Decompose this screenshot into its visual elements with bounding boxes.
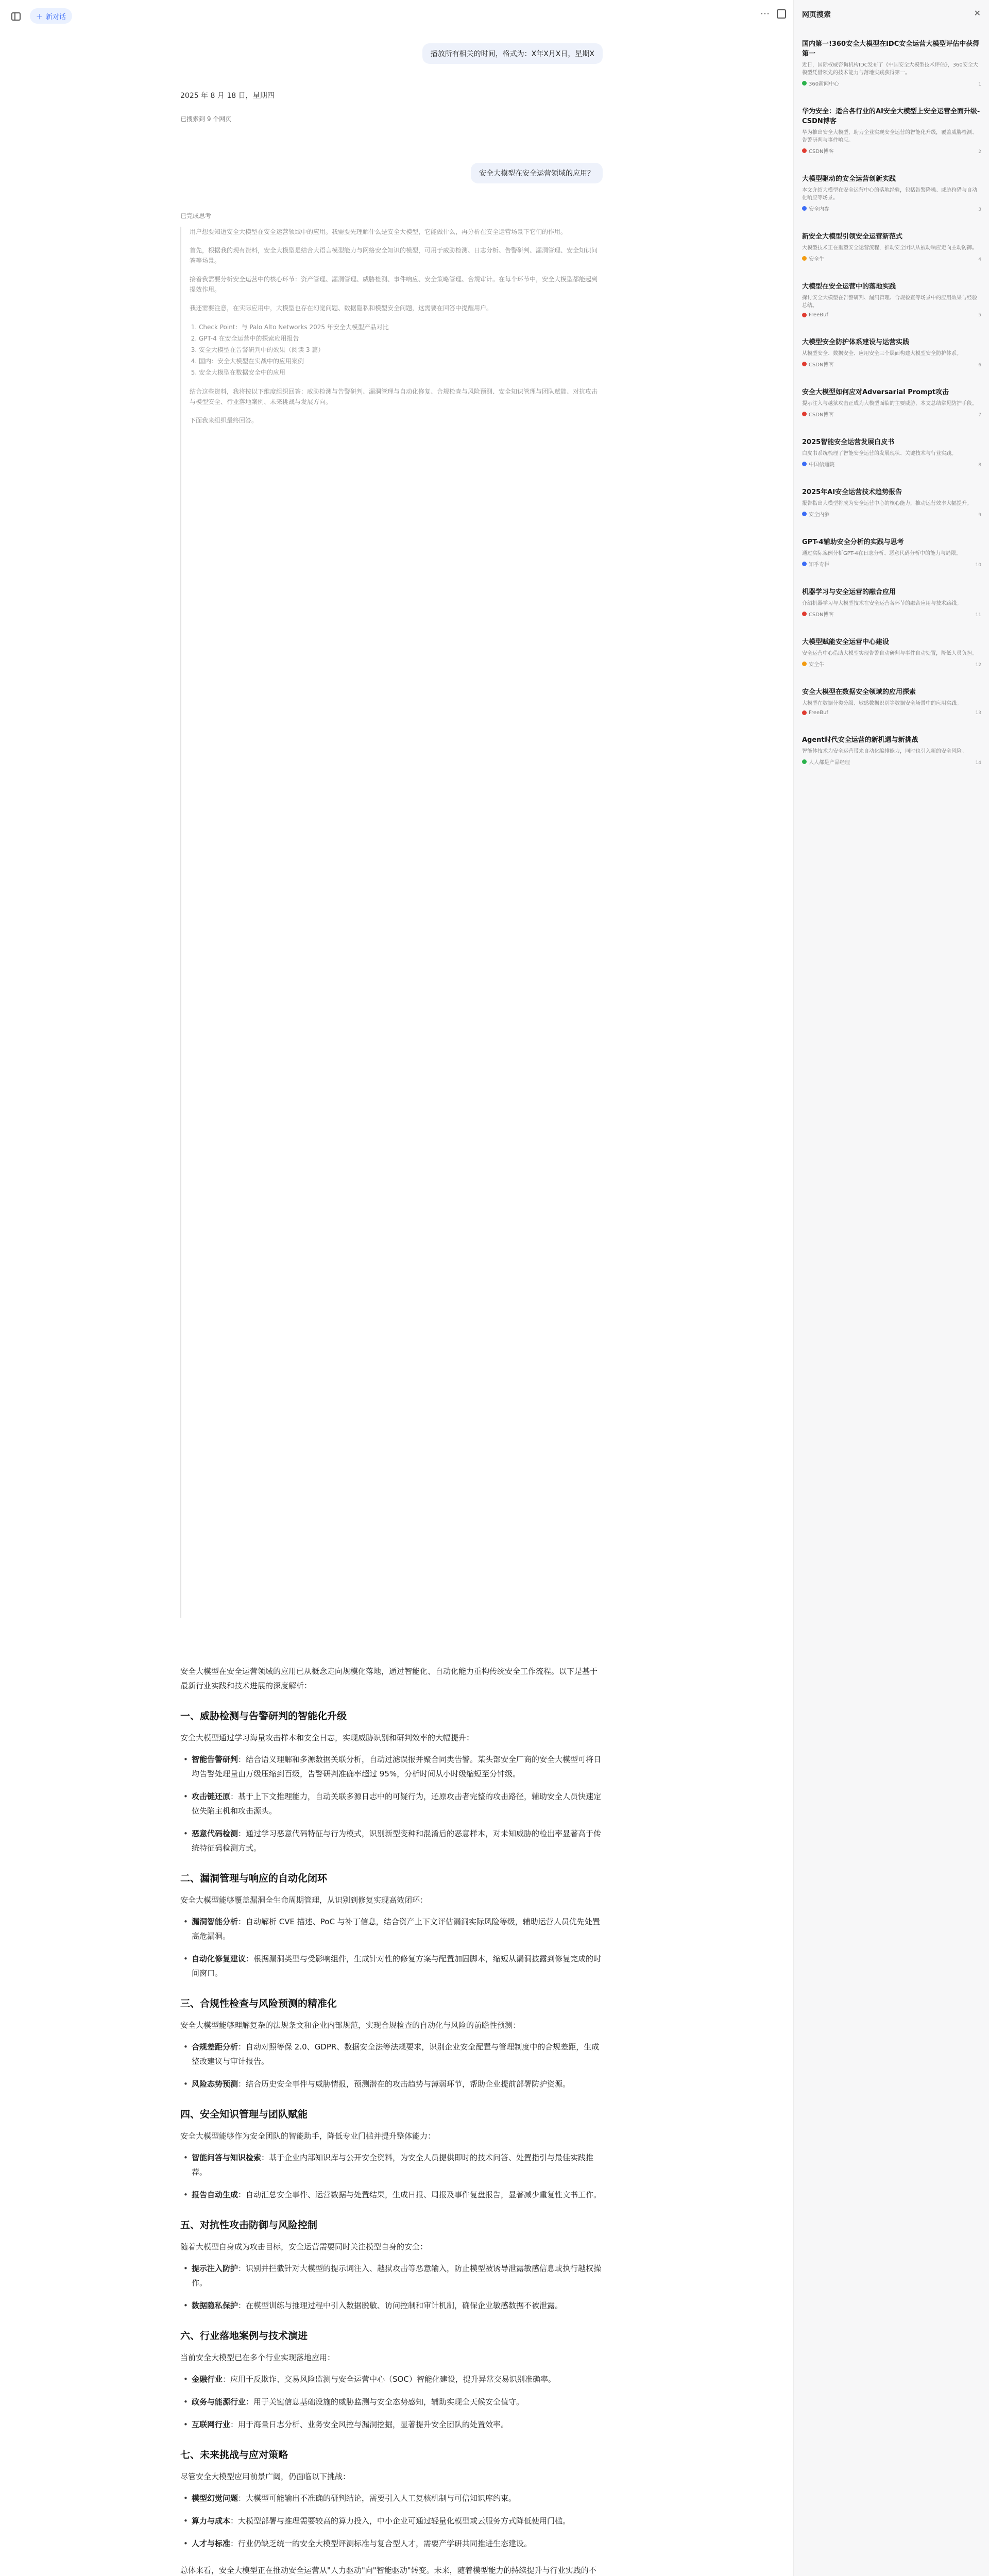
- result-source-name: 人人都是产品经理: [809, 760, 850, 766]
- thinking-paragraph: 结合这些资料，我将按以下维度组织回答：威胁检测与告警研判、漏洞管理与自动化修复、合规检查与风险预测、安全知识管理与团队赋能、对抗攻击与模型安全、行业落地案例、未来挑战与发展方向。: [190, 388, 598, 405]
- result-snippet: 提示注入与越狱攻击正成为大模型面临的主要威胁，本文总结常见防护手段。: [802, 401, 977, 406]
- result-source: [802, 758, 981, 766]
- section-list: [180, 2261, 603, 2313]
- result-source-name: 安全内参: [809, 512, 829, 518]
- thinking-source-list: [190, 321, 598, 378]
- thinking-source-item: 3. 安全大模型在告警研判中的效果（阅读 3 篇）: [199, 344, 598, 355]
- result-source: [802, 660, 981, 668]
- search-result-item[interactable]: [802, 107, 981, 155]
- new-chat-button[interactable]: [30, 8, 72, 24]
- thinking-paragraph: 首先，根据我的现有资料，安全大模型是结合大语言模型能力与网络安全知识的模型，可用于威胁检测、日志分析、告警研判、漏洞管理、安全知识问答等场景。: [190, 247, 598, 264]
- result-title[interactable]: 华为安全：适合各行业的AI安全大模型上安全运营全面升级-CSDN博客: [802, 108, 980, 125]
- result-snippet: 通过实际案例分析GPT-4在日志分析、恶意代码分析中的能力与局限。: [802, 551, 961, 556]
- source-favicon-icon: [802, 256, 807, 261]
- source-favicon-icon: [802, 313, 807, 317]
- list-item: [180, 1752, 603, 1781]
- list-item-title: 报告自动生成: [192, 2190, 238, 2199]
- list-item-title: 算力与成本: [192, 2516, 231, 2526]
- result-title[interactable]: 国内第一!360安全大模型在IDC安全运营大模型评估中获得第一: [802, 40, 980, 58]
- list-item-text: ：大模型可能输出不准确的研判结论，需要引入人工复核机制与可信知识库约束。: [238, 2494, 517, 2503]
- result-source-name: FreeBuf: [809, 312, 828, 318]
- result-index: 10: [975, 563, 981, 568]
- result-title[interactable]: 2025智能安全运营发展白皮书: [802, 438, 895, 446]
- section-heading: 四、安全知识管理与团队赋能: [180, 2109, 308, 2120]
- result-index: 7: [978, 413, 981, 418]
- result-index: 6: [978, 363, 981, 368]
- list-item: [180, 2188, 603, 2202]
- result-title[interactable]: 机器学习与安全运营的融合应用: [802, 588, 896, 596]
- list-item: [180, 2150, 603, 2179]
- plus-icon: ＋: [36, 13, 43, 21]
- section-intro: 安全大模型能够理解复杂的法规条文和企业内部规范，实现合规检查的自动化与风险的前瞻性预测：: [180, 2021, 521, 2030]
- result-snippet: 报告指出大模型将成为安全运营中心的核心能力，推动运营效率大幅提升。: [802, 501, 972, 506]
- search-result-item[interactable]: [802, 174, 981, 212]
- more-icon[interactable]: ⋯: [760, 8, 770, 19]
- section-heading: 五、对抗性攻击防御与风险控制: [180, 2219, 318, 2231]
- thinking-source-item: 2. GPT-4 在安全运营中的探索应用报告: [199, 333, 598, 344]
- thinking-paragraph: 下面我来组织最终回答。: [190, 417, 258, 424]
- list-item: [180, 2077, 603, 2091]
- source-favicon-icon: [802, 462, 807, 466]
- list-item-title: 合规差距分析: [192, 2042, 238, 2052]
- result-snippet: 大模型在数据分类分级、敏感数据识别等数据安全场景中的应用实践。: [802, 701, 962, 706]
- section-list: [180, 2040, 603, 2091]
- result-source-name: CSDN博客: [809, 362, 834, 368]
- assistant-answer: [180, 1664, 603, 2576]
- result-index: 13: [975, 710, 981, 716]
- list-item: [180, 2417, 603, 2432]
- list-item-text: ：通过学习恶意代码特征与行为模式，识别新型变种和混淆后的恶意样本，对未知威胁的检出率显著高于传统特征码检测方式。: [192, 1829, 602, 1853]
- list-item-title: 智能告警研判: [192, 1755, 238, 1764]
- source-favicon-icon: [802, 710, 807, 715]
- source-favicon-icon: [802, 759, 807, 764]
- list-item-title: 恶意代码检测: [192, 1829, 238, 1838]
- result-source: [802, 610, 981, 618]
- list-item-title: 提示注入防护: [192, 2264, 238, 2273]
- search-result-item[interactable]: [802, 487, 981, 518]
- result-title[interactable]: 大模型赋能安全运营中心建设: [802, 638, 890, 646]
- section-heading: 二、漏洞管理与响应的自动化闭环: [180, 1873, 328, 1884]
- source-favicon-icon: [802, 512, 807, 516]
- list-item: [180, 2298, 603, 2313]
- section-heading: 三、合规性检查与风险预测的精准化: [180, 1998, 337, 2009]
- list-item: [180, 1826, 603, 1855]
- section-intro: 尽管安全大模型应用前景广阔，仍面临以下挑战：: [180, 2472, 351, 2481]
- section-list: [180, 1914, 603, 1980]
- section-intro: 安全大模型能够覆盖漏洞全生命周期管理，从识别到修复实现高效闭环：: [180, 1895, 428, 1905]
- list-item-text: ：行业仍缺乏统一的安全大模型评测标准与复合型人才，需要产学研共同推进生态建设。: [230, 2539, 532, 2548]
- source-favicon-icon: [802, 412, 807, 416]
- list-item-title: 智能问答与知识检索: [192, 2153, 262, 2162]
- sidebar-toggle-icon[interactable]: [11, 12, 21, 21]
- panel-title: 网页搜索: [802, 11, 831, 19]
- result-source-name: 中国信通院: [809, 462, 834, 468]
- result-title[interactable]: GPT-4辅助安全分析的实践与思考: [802, 538, 904, 546]
- result-source-name: CSDN博客: [809, 149, 834, 155]
- section-list: [180, 1752, 603, 1855]
- list-item-title: 自动化修复建议: [192, 1954, 246, 1963]
- result-source-name: 安全牛: [809, 662, 824, 668]
- new-chat-label: 新对话: [46, 13, 66, 21]
- list-item-text: ：自动解析 CVE 描述、PoC 与补丁信息，结合资产上下文评估漏洞实际风险等级，辅助运营人员优先处置高危漏洞。: [192, 1917, 600, 1941]
- result-source-name: 360新闻中心: [809, 81, 840, 87]
- result-snippet: 华为推出安全大模型，助力企业实现安全运营的智能化升级，覆盖威胁检测、告警研判与事件响应。: [802, 130, 977, 143]
- result-title[interactable]: 大模型在安全运营中的落地实践: [802, 283, 896, 291]
- result-title[interactable]: 大模型驱动的安全运营创新实践: [802, 175, 896, 183]
- result-snippet: 介绍机器学习与大模型技术在安全运营各环节的融合应用与技术路线。: [802, 601, 962, 606]
- section-list: [180, 2491, 603, 2551]
- result-title[interactable]: 2025年AI安全运营技术趋势报告: [802, 488, 902, 496]
- source-favicon-icon: [802, 206, 807, 211]
- list-item: [180, 2040, 603, 2069]
- list-item: [180, 1789, 603, 1818]
- section-intro: 安全大模型通过学习海量攻击样本和安全日志，实现威胁识别和研判效率的大幅提升：: [180, 1733, 474, 1742]
- thinking-paragraph: 我还需要注意，在实际应用中，大模型也存在幻觉问题、数据隐私和模型安全问题，这需要在回答中提醒用户。: [190, 304, 493, 312]
- search-result-item[interactable]: [802, 437, 981, 468]
- result-title[interactable]: 安全大模型在数据安全领域的应用探索: [802, 688, 916, 696]
- list-item: [180, 2261, 603, 2290]
- result-title[interactable]: 安全大模型如何应对Adversarial Prompt攻击: [802, 388, 949, 396]
- section-list: [180, 2150, 603, 2202]
- section-intro: 随着大模型自身成为攻击目标，安全运营需要同时关注模型自身的安全：: [180, 2242, 428, 2251]
- result-snippet: 从模型安全、数据安全、应用安全三个层面构建大模型安全防护体系。: [802, 351, 962, 357]
- list-item-text: ：应用于反欺诈、交易风险监测与安全运营中心（SOC）智能化建设，提升异常交易识别准确率。: [223, 2375, 556, 2384]
- result-snippet: 智能体技术为安全运营带来自动化编排能力，同时也引入新的安全风险。: [802, 749, 967, 754]
- source-favicon-icon: [802, 662, 807, 666]
- result-index: 9: [978, 513, 981, 518]
- search-result-item[interactable]: [802, 637, 981, 668]
- list-item-text: ：基于企业内部知识库与公开安全资料，为安全人员提供即时的技术问答、处置指引与最佳实践推荐。: [192, 2153, 594, 2177]
- thinking-block: [180, 227, 598, 1618]
- result-source: [802, 255, 981, 262]
- list-item-title: 攻击链还原: [192, 1792, 231, 1801]
- result-title[interactable]: 大模型安全防护体系建设与运营实践: [802, 338, 910, 346]
- search-result-item[interactable]: [802, 735, 981, 766]
- result-title[interactable]: 新安全大模型引领安全运营新范式: [802, 233, 903, 241]
- list-item-text: ：基于上下文推理能力，自动关联多源日志中的可疑行为，还原攻击者完整的攻击路径，辅助安全人员快速定位失陷主机和攻击源头。: [192, 1792, 602, 1816]
- result-source: [802, 710, 981, 716]
- result-index: 5: [978, 313, 981, 318]
- list-item: [180, 1952, 603, 1980]
- list-item-title: 政务与能源行业: [192, 2397, 246, 2406]
- source-favicon-icon: [802, 612, 807, 616]
- list-item-title: 风险态势预测: [192, 2079, 238, 2089]
- result-source-name: CSDN博客: [809, 412, 834, 418]
- left-rail: [0, 0, 29, 2576]
- result-snippet: 白皮书系统梳理了智能安全运营的发展现状、关键技术与行业实践。: [802, 451, 957, 456]
- thinking-toggle[interactable]: 已完成思考: [180, 212, 212, 219]
- result-snippet: 大模型技术正在重塑安全运营流程，推动安全团队从被动响应走向主动防御。: [802, 245, 977, 251]
- result-source: [802, 79, 981, 87]
- list-item-title: 模型幻觉问题: [192, 2494, 238, 2503]
- list-item: [180, 2514, 603, 2528]
- list-item-title: 人才与标准: [192, 2539, 231, 2548]
- source-favicon-icon: [802, 81, 807, 86]
- list-item-text: ：结合语义理解和多源数据关联分析，自动过滤误报并聚合同类告警。某头部安全厂商的安全大模型可将日均告警处理量由万级压缩到百级，告警研判准确率超过 95%，分析时间从小时级缩短至分钟级。: [192, 1755, 602, 1778]
- result-index: 8: [978, 463, 981, 468]
- result-index: 11: [975, 613, 981, 618]
- result-source: [802, 147, 981, 155]
- search-result-item[interactable]: [802, 687, 981, 716]
- list-item: [180, 2491, 603, 2505]
- result-index: 12: [975, 663, 981, 668]
- result-source: [802, 312, 981, 318]
- list-item-text: ：自动汇总安全事件、运营数据与处置结果，生成日报、周报及事件复盘报告，显著减少重复性文书工作。: [238, 2190, 602, 2199]
- list-item-text: ：识别并拦截针对大模型的提示词注入、越狱攻击等恶意输入，防止模型被诱导泄露敏感信息或执行越权操作。: [192, 2264, 602, 2287]
- search-result-item[interactable]: [802, 387, 981, 418]
- result-index: 14: [975, 760, 981, 766]
- result-source: [802, 460, 981, 468]
- result-source: [802, 510, 981, 518]
- list-item-title: 数据隐私保护: [192, 2301, 238, 2310]
- assistant-date-answer: 2025 年 8 月 18 日，星期四: [180, 92, 275, 100]
- list-item: [180, 1914, 603, 1943]
- answer-closing: 总体来看，安全大模型正在推动安全运营从"人力驱动"向"智能驱动"转变。未来，随着模型能力的持续提升与行业实践的不: [180, 2566, 596, 2575]
- result-source: [802, 410, 981, 418]
- search-result-item[interactable]: [802, 232, 981, 262]
- result-snippet: 本文介绍大模型在安全运营中心的落地经验，包括告警降噪、威胁狩猎与自动化响应等场景。: [802, 188, 977, 201]
- section-list: [180, 2372, 603, 2432]
- list-item-title: 互联网行业: [192, 2420, 231, 2429]
- result-index: 1: [978, 82, 981, 87]
- result-source: [802, 360, 981, 368]
- list-item: [180, 2395, 603, 2409]
- result-index: 3: [978, 207, 981, 212]
- search-result-item[interactable]: [802, 587, 981, 618]
- share-icon[interactable]: [777, 9, 786, 19]
- user-message: 安全大模型在安全运营领域的应用？: [471, 163, 603, 183]
- search-results-panel: [793, 0, 989, 2576]
- thinking-paragraph: 接着我需要分析安全运营中的核心环节：资产管理、漏洞管理、威胁检测、事件响应、安全策略管理、合规审计。在每个环节中，安全大模型都能起到提效作用。: [190, 276, 598, 293]
- source-favicon-icon: [802, 362, 807, 366]
- result-index: 4: [978, 257, 981, 262]
- list-item-text: ：用于关键信息基础设施的威胁监测与安全态势感知，辅助实现全天候安全值守。: [246, 2397, 524, 2406]
- search-result-chip[interactable]: 已搜索到 9 个网页: [180, 115, 232, 123]
- list-item-text: ：自动对照等保 2.0、GDPR、数据安全法等法规要求，识别企业安全配置与管理制度中的合规差距，生成整改建议与审计报告。: [192, 2042, 600, 2066]
- source-favicon-icon: [802, 148, 807, 153]
- result-snippet: 近日，国际权威咨询机构IDC发布了《中国安全大模型技术评估》，360安全大模型凭借领先的技术能力与落地实践获得第一。: [802, 62, 978, 76]
- list-item-text: ：用于海量日志分析、业务安全风控与漏洞挖掘，显著提升安全团队的处置效率。: [230, 2420, 509, 2429]
- section-intro: 当前安全大模型已在多个行业实现落地应用：: [180, 2353, 335, 2362]
- thinking-source-item: 5. 安全大模型在数据安全中的应用: [199, 367, 598, 378]
- thinking-source-item: 1. Check Point：与 Palo Alto Networks 2025 年安全大模型产品对比: [199, 321, 598, 333]
- result-snippet: 安全运营中心借助大模型实现告警自动研判与事件自动处置，降低人员负担。: [802, 651, 977, 656]
- close-icon[interactable]: ✕: [974, 8, 981, 18]
- search-result-item[interactable]: [802, 282, 981, 318]
- search-result-item[interactable]: [802, 537, 981, 568]
- result-snippet: 探讨安全大模型在告警研判、漏洞管理、合规检查等场景中的应用效果与经验总结。: [802, 295, 977, 309]
- list-item: [180, 2536, 603, 2551]
- section-heading: 七、未来挑战与应对策略: [180, 2449, 288, 2461]
- user-message: 播放所有相关的时间，格式为：X年X月X日，星期X: [422, 43, 603, 64]
- list-item: [180, 2372, 603, 2386]
- thinking-source-item: 4. 国内：安全大模型在实战中的应用案例: [199, 355, 598, 367]
- list-item-title: 漏洞智能分析: [192, 1917, 238, 1926]
- result-source-name: CSDN博客: [809, 612, 834, 618]
- list-item-text: ：根据漏洞类型与受影响组件，生成针对性的修复方案与配置加固脚本，缩短从漏洞披露到修复完成的时间窗口。: [192, 1954, 602, 1978]
- result-source-name: 知乎专栏: [809, 562, 829, 568]
- answer-lead: 安全大模型在安全运营领域的应用已从概念走向规模化落地，通过智能化、自动化能力重构传统安全工作流程。以下是基于最新行业实践和技术进展的深度解析：: [180, 1667, 598, 1690]
- search-result-list: [802, 39, 981, 785]
- source-favicon-icon: [802, 562, 807, 566]
- section-intro: 安全大模型能够作为安全团队的智能助手，降低专业门槛并提升整体能力：: [180, 2131, 436, 2141]
- result-title[interactable]: Agent时代安全运营的新机遇与新挑战: [802, 736, 918, 744]
- thinking-paragraph: 用户想要知道安全大模型在安全运营领域中的应用。我需要先理解什么是安全大模型，它能做什么，再分析在安全运营场景下它们的作用。: [190, 228, 567, 235]
- result-source: [802, 560, 981, 568]
- list-item-text: ：在模型训练与推理过程中引入数据脱敏、访问控制和审计机制，确保企业敏感数据不被泄露。: [238, 2301, 563, 2310]
- result-source-name: 安全内参: [809, 207, 829, 212]
- result-source-name: 安全牛: [809, 257, 824, 262]
- result-index: 2: [978, 149, 981, 155]
- section-heading: 一、威胁检测与告警研判的智能化升级: [180, 1710, 347, 1722]
- search-result-item[interactable]: [802, 337, 981, 368]
- section-heading: 六、行业落地案例与技术演进: [180, 2330, 308, 2342]
- list-item-text: ：结合历史安全事件与威胁情报，预测潜在的攻击趋势与薄弱环节，帮助企业提前部署防护资源。: [238, 2079, 571, 2089]
- result-source-name: FreeBuf: [809, 710, 828, 716]
- search-result-item[interactable]: [802, 39, 981, 87]
- list-item-text: ：大模型部署与推理需要较高的算力投入，中小企业可通过轻量化模型或云服务方式降低使用门槛。: [230, 2516, 571, 2526]
- list-item-title: 金融行业: [192, 2375, 223, 2384]
- result-source: [802, 205, 981, 212]
